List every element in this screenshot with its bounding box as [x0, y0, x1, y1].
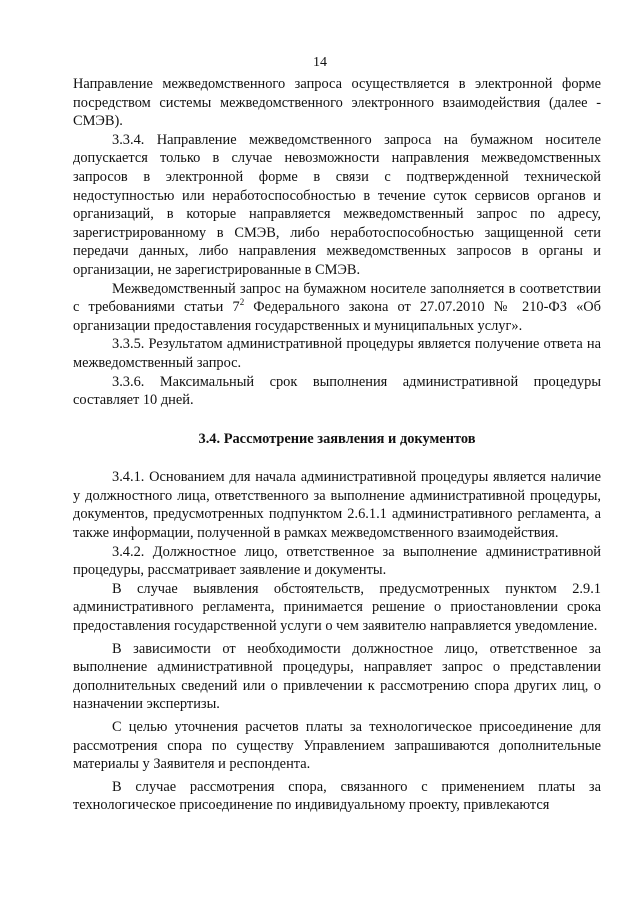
paragraph-paper-request: [73, 280, 601, 336]
paragraph-3-4-1: 3.4.1. Основанием для начала административной процедуры является наличие у должностного лица, ответственного за выполнение административной процедуры, документов, предусмотренных подпунктом 2.6.1.1 административного регламента, а также информации, полученной в рамках межведомственного взаимодействия.: [73, 469, 601, 542]
paragraph-suspension: В случае выявления обстоятельств, предусмотренных пунктом 2.9.1 административного регламента, принимается решение о приостановлении срока предоставления государственной услуги о чем заявителю направляется уведомление.: [73, 580, 601, 635]
paper-request-text-start: Межведомственный запрос на бумажном носителе заполняется в соответствии с требованиями статьи 7: [73, 280, 601, 316]
document-body: [73, 75, 601, 815]
paragraph-smev-intro: Направление межведомственного запроса осуществляется в электронной форме посредством системы межведомственного электронного взаимодействия (далее - СМЭВ).: [73, 76, 601, 130]
paragraph-calculations: С целью уточнения расчетов платы за технологическое присоединение для рассмотрения спора по существу Управлением запрашиваются дополнительные материалы у Заявителя и респондента.: [73, 719, 601, 773]
paper-request-text-end: Федерального закона от 27.07.2010 № 210-ФЗ «Об организации предоставления государственных и муниципальных услуг».: [73, 299, 601, 334]
page-number: 14: [313, 55, 327, 70]
paragraph-additional-info: В зависимости от необходимости должностное лицо, ответственное за выполнение административной процедуры, направляет запрос о представлении дополнительных сведений или о привлечении к рассмотрению спора других лиц, о назначении экспертизы.: [73, 640, 601, 713]
paragraph-3-3-6: 3.3.6. Максимальный срок выполнения административной процедуры составляет 10 дней.: [73, 373, 601, 409]
article-superscript: 2: [239, 297, 245, 308]
paragraph-individual-project: В случае рассмотрения спора, связанного с применением платы за технологическое присоединение по индивидуальному проекту, привлекаются: [73, 778, 601, 814]
section-heading: 3.4. Рассмотрение заявления и документов: [198, 430, 476, 447]
paragraph-3-3-4: 3.3.4. Направление межведомственного запроса на бумажном носителе допускается только в случае невозможности направления межведомственных запросов в электронной форме в связи с подтвержденной технической недоступностью или неработоспособностью в течение суток сервисов органов и организаций, в которые направляется межведомственный запрос по адресу, зарегистрированному в СМЭВ, либо неработоспособностью защищенной сети передачи данных, либо направления межведомственных запросов в органы и организации, не зарегистрированные в СМЭВ.: [73, 131, 601, 278]
paragraph-3-4-2: 3.4.2. Должностное лицо, ответственное за выполнение административной процедуры, рассматривает заявление и документы.: [73, 543, 601, 579]
paragraph-3-3-5: 3.3.5. Результатом административной процедуры является получение ответа на межведомственный запрос.: [73, 336, 601, 371]
